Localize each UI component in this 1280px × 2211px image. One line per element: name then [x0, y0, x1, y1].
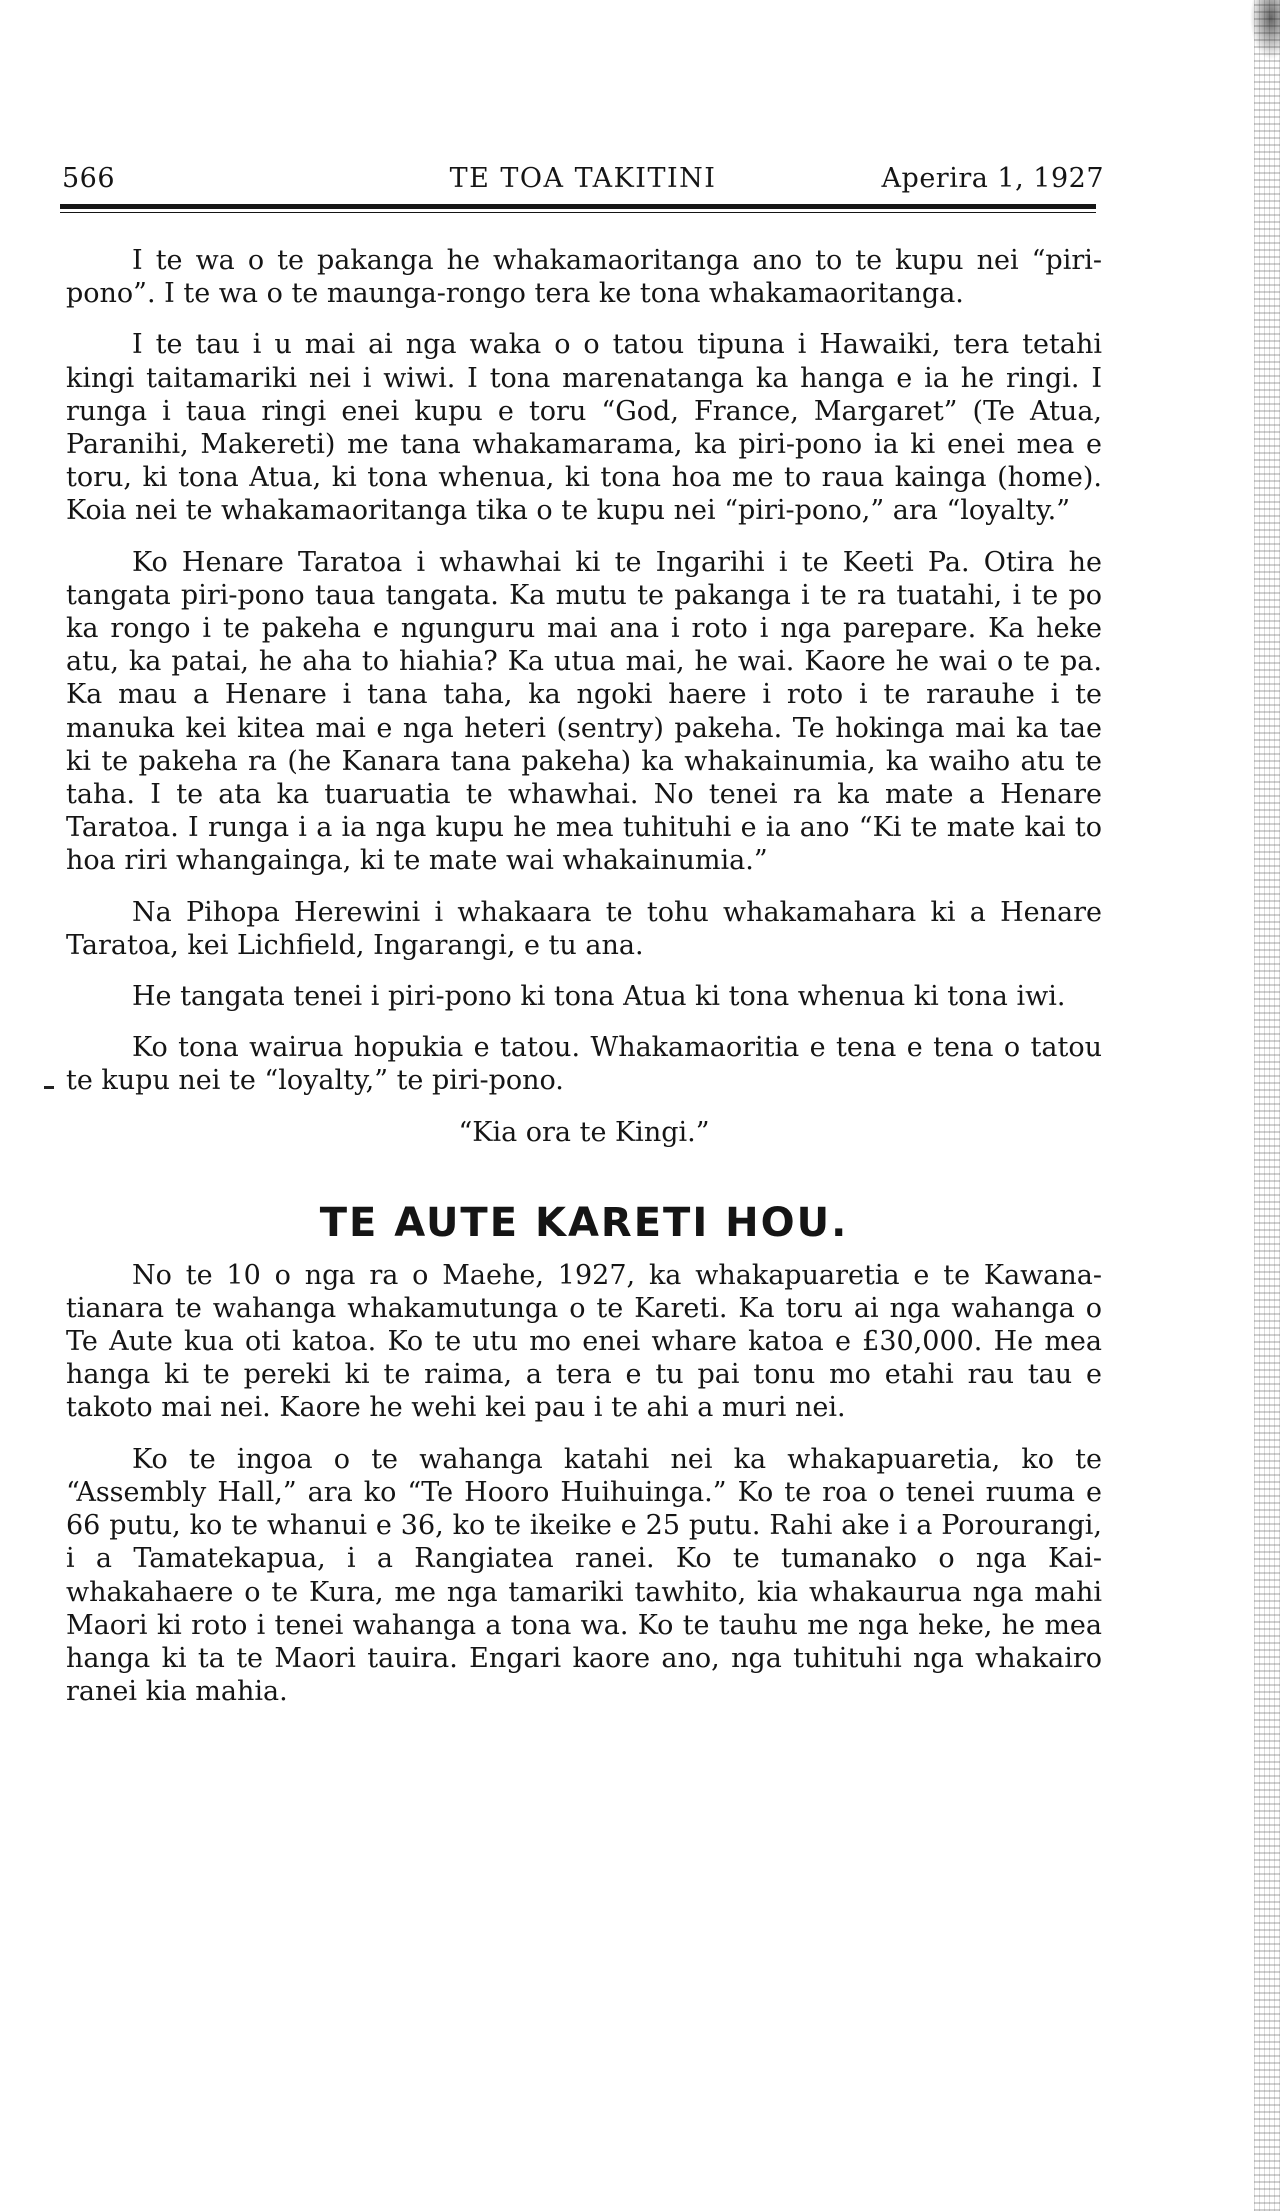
paragraph-4: Na Pihopa Herewini i whakaara te tohu whakamahara ki a Henare Taratoa, kei Lichfield, Ingarangi, e tu ana. — [66, 896, 1102, 961]
section-paragraph-1: No te 10 o nga ra o Maehe, 1927, ka whakapuaretia e te Kawana-tianara te wahanga whakamutunga o te Kareti. Ka toru ai nga wahanga o Te Aute kua oti katoa. Ko te utu mo enei whare katoa e £30,000. He mea hanga ki te pereki ki te raima, a tera e tu pai tonu mo etahi rau tau e takoto mai nei. Kaore he wehi kei pau i te ahi a muri nei. — [66, 1259, 1102, 1424]
header-rule-thick — [60, 204, 1096, 209]
publication-title: TE TOA TAKITINI — [449, 163, 717, 194]
section-heading: TE AUTE KARETI HOU. — [319, 1199, 849, 1246]
paragraph-2: I te tau i u mai ai nga waka o o tatou tipuna i Hawaiki, tera tetahi kingi taitamariki nei i wiwi. I tona marenatanga ka hanga e ia he ringi. I runga i taua ringi enei kupu e toru “God, France, Margaret” (Te Atua, Paranihi, Makereti) me tana whakamarama, ka piri-pono ia ki enei mea e toru, ki tona Atua, ki tona whenua, ki tona hoa me to raua kainga (home). Koia nei te whakamaoritanga tika o te kupu nei “piri-pono,” ara “loyalty.” — [66, 329, 1102, 527]
margin-mark — [44, 1086, 54, 1089]
paragraph-6: Ko tona wairua hopukia e tatou. Whakamaoritia e tena e tena o tatou te kupu nei te “loyalty,” te piri-pono. — [66, 1032, 1102, 1097]
paragraph-1: I te wa o te pakanga he whakamaoritanga ano to te kupu nei “piri-pono”. I te wa o te maunga-rongo tera ke tona whakamaoritanga. — [66, 245, 1102, 310]
closing-quote: “Kia ora te Kingi.” — [458, 1116, 710, 1148]
paragraph-3: Ko Henare Taratoa i whawhai ki te Ingarihi i te Keeti Pa. Otira he tangata piri-pono taua tangata. Ka mutu te pakanga i te ra tuatahi, i te po ka rongo i te pakeha e ngunguru mai ana i roto i nga parepare. Ka heke atu, ka patai, he aha to hiahia? Ka utua mai, he wai. Kaore he wai o te pa. Ka mau a Henare i tana taha, ka ngoki haere i roto i te rarauhe i te manuka kei kitea mai e nga heteri (sentry) pakeha. Te hokinga mai ka tae ki te pakeha ra (he Kanara tana pakeha) ka whakainumia, ka waiho atu te taha. I te ata ka tuaruatia te whawhai. No tenei ra ka mate a Henare Taratoa. I runga i a ia nga kupu he mea tuhituhi e ia ano “Ki te mate kai to hoa riri whangainga, ki te mate wai whakainumia.” — [66, 546, 1102, 877]
running-header — [62, 163, 1104, 203]
issue-date: Aperira 1, 1927 — [881, 163, 1104, 194]
article-column — [66, 244, 1102, 1726]
page-number: 566 — [62, 163, 116, 194]
header-rule-thin — [60, 212, 1096, 213]
scan-edge-blot — [1250, 0, 1280, 60]
section-paragraph-2: Ko te ingoa o te wahanga katahi nei ka whakapuaretia, ko te “Assembly Hall,” ara ko “Te Hooro Huihuinga.” Ko te roa o tenei ruuma e 66 putu, ko te whanui e 36, ko te ikeike e 25 putu. Rahi ake i a Porourangi, i a Tamatekapua, i a Rangiatea ranei. Ko te tumanako o nga Kai-whakahaere o te Kura, me nga tamariki tawhito, kia whakaurua nga mahi Maori ki roto i tenei wahanga a tona wa. Ko te tauhu me nga heke, he mea hanga ki ta te Maori tauira. Engari kaore ano, nga tuhituhi nga whakairo ranei kia mahia. — [66, 1443, 1102, 1708]
scan-edge-noise — [1254, 0, 1280, 2211]
paragraph-5: He tangata tenei i piri-pono ki tona Atua ki tona whenua ki tona iwi. — [132, 981, 1066, 1013]
